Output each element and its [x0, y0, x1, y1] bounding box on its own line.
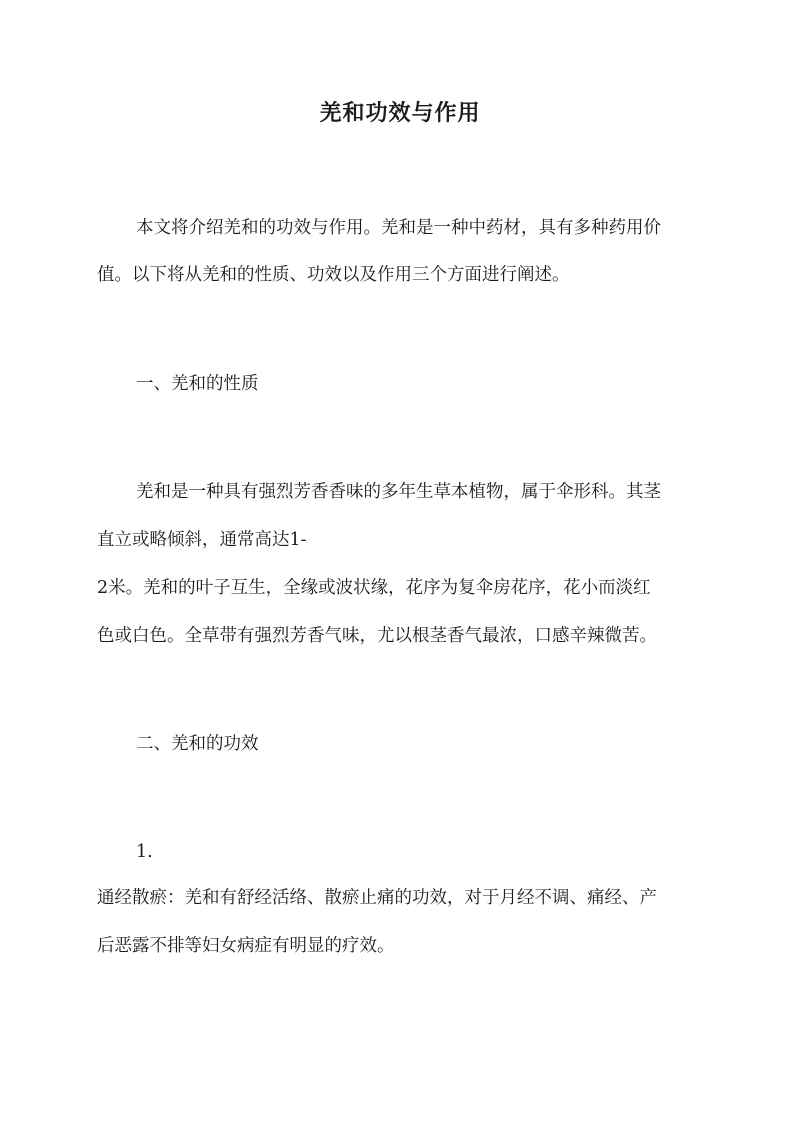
list-item-line-2: 后恶露不排等妇女病症有明显的疗效。 [97, 936, 395, 956]
section-1-heading: 一、羌和的性质 [136, 374, 259, 394]
section-1-line-1: 羌和是一种具有强烈芳香香味的多年生草本植物，属于伞形科。其茎 [136, 482, 661, 502]
section-2-heading: 二、羌和的功效 [136, 734, 259, 754]
intro-line-2: 值。以下将从羌和的性质、功效以及作用三个方面进行阐述。 [97, 265, 570, 285]
section-1-line-4: 色或白色。全草带有强烈芳香气味，尤以根茎香气最浓，口感辛辣微苦。 [97, 626, 657, 646]
list-item-line-1: 通经散瘀：羌和有舒经活络、散瘀止痛的功效，对于月经不调、痛经、产 [97, 888, 657, 908]
intro-line-1: 本文将介绍羌和的功效与作用。羌和是一种中药材，具有多种药用价 [136, 218, 661, 238]
section-1-line-2: 直立或略倾斜，通常高达1- [97, 530, 307, 550]
page-title: 羌和功效与作用 [319, 100, 481, 126]
list-item-number: 1. [136, 842, 153, 862]
section-1-line-3: 2米。羌和的叶子互生，全缘或波状缘，花序为复伞房花序，花小而淡红 [97, 578, 651, 598]
